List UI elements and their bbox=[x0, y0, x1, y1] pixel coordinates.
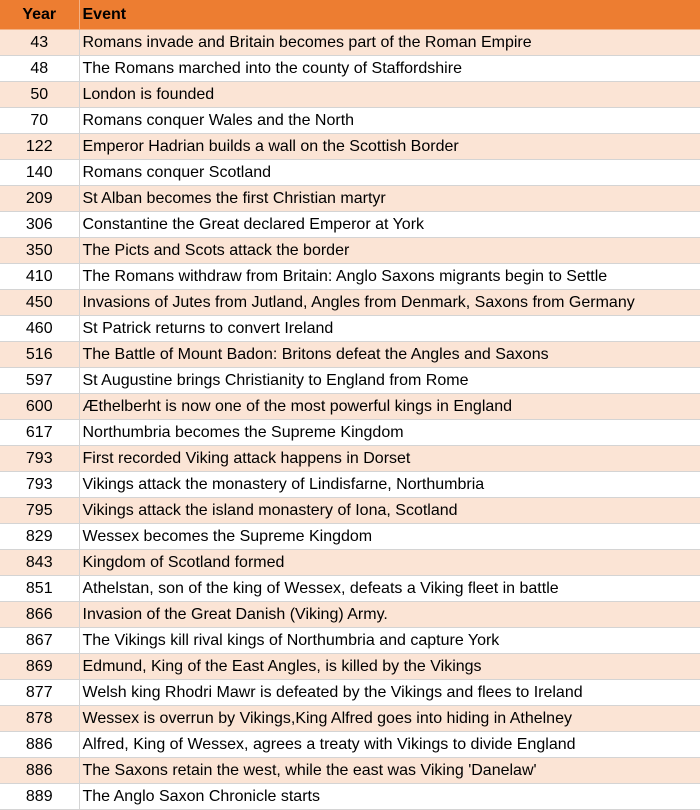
table-row bbox=[0, 498, 700, 524]
table-row bbox=[0, 56, 700, 82]
event-cell[interactable]: Emperor Hadrian builds a wall on the Scottish Border bbox=[79, 134, 700, 160]
year-cell[interactable]: 617 bbox=[0, 420, 79, 446]
table-row bbox=[0, 602, 700, 628]
year-cell[interactable]: 866 bbox=[0, 602, 79, 628]
table-row bbox=[0, 732, 700, 758]
table-body bbox=[0, 30, 700, 810]
year-cell[interactable]: 306 bbox=[0, 212, 79, 238]
table-row bbox=[0, 212, 700, 238]
event-cell[interactable]: Northumbria becomes the Supreme Kingdom bbox=[79, 420, 700, 446]
year-cell[interactable]: 410 bbox=[0, 264, 79, 290]
table-row bbox=[0, 550, 700, 576]
year-cell[interactable]: 889 bbox=[0, 784, 79, 810]
event-cell[interactable]: Wessex becomes the Supreme Kingdom bbox=[79, 524, 700, 550]
event-cell[interactable]: The Romans marched into the county of Staffordshire bbox=[79, 56, 700, 82]
table-row bbox=[0, 238, 700, 264]
table-row bbox=[0, 368, 700, 394]
table-row bbox=[0, 264, 700, 290]
event-cell[interactable]: The Vikings kill rival kings of Northumbria and capture York bbox=[79, 628, 700, 654]
event-cell[interactable]: The Anglo Saxon Chronicle starts bbox=[79, 784, 700, 810]
year-cell[interactable]: 793 bbox=[0, 446, 79, 472]
event-cell[interactable]: First recorded Viking attack happens in Dorset bbox=[79, 446, 700, 472]
year-cell[interactable]: 450 bbox=[0, 290, 79, 316]
header-row bbox=[0, 0, 700, 30]
table-row bbox=[0, 654, 700, 680]
event-cell[interactable]: The Battle of Mount Badon: Britons defeat the Angles and Saxons bbox=[79, 342, 700, 368]
event-cell[interactable]: St Augustine brings Christianity to England from Rome bbox=[79, 368, 700, 394]
year-cell[interactable]: 597 bbox=[0, 368, 79, 394]
year-cell[interactable]: 851 bbox=[0, 576, 79, 602]
year-cell[interactable]: 350 bbox=[0, 238, 79, 264]
event-cell[interactable]: Constantine the Great declared Emperor at York bbox=[79, 212, 700, 238]
event-cell[interactable]: St Alban becomes the first Christian martyr bbox=[79, 186, 700, 212]
year-cell[interactable]: 886 bbox=[0, 758, 79, 784]
event-cell[interactable]: Vikings attack the island monastery of Iona, Scotland bbox=[79, 498, 700, 524]
year-cell[interactable]: 886 bbox=[0, 732, 79, 758]
table-row bbox=[0, 186, 700, 212]
table-row bbox=[0, 446, 700, 472]
event-cell[interactable]: Romans invade and Britain becomes part of the Roman Empire bbox=[79, 30, 700, 56]
year-cell[interactable]: 869 bbox=[0, 654, 79, 680]
year-cell[interactable]: 516 bbox=[0, 342, 79, 368]
table-row bbox=[0, 342, 700, 368]
year-column-header[interactable]: Year bbox=[0, 0, 79, 30]
event-cell[interactable]: London is founded bbox=[79, 82, 700, 108]
table-row bbox=[0, 628, 700, 654]
event-cell[interactable]: Romans conquer Wales and the North bbox=[79, 108, 700, 134]
table-row bbox=[0, 576, 700, 602]
table-row bbox=[0, 316, 700, 342]
table-row bbox=[0, 30, 700, 56]
table-row bbox=[0, 758, 700, 784]
year-cell[interactable]: 460 bbox=[0, 316, 79, 342]
table-row bbox=[0, 420, 700, 446]
year-cell[interactable]: 70 bbox=[0, 108, 79, 134]
year-cell[interactable]: 48 bbox=[0, 56, 79, 82]
year-cell[interactable]: 122 bbox=[0, 134, 79, 160]
year-cell[interactable]: 140 bbox=[0, 160, 79, 186]
table-row bbox=[0, 706, 700, 732]
year-cell[interactable]: 43 bbox=[0, 30, 79, 56]
event-cell[interactable]: Kingdom of Scotland formed bbox=[79, 550, 700, 576]
year-cell[interactable]: 50 bbox=[0, 82, 79, 108]
year-cell[interactable]: 878 bbox=[0, 706, 79, 732]
event-cell[interactable]: Alfred, King of Wessex, agrees a treaty with Vikings to divide England bbox=[79, 732, 700, 758]
year-cell[interactable]: 793 bbox=[0, 472, 79, 498]
event-cell[interactable]: Athelstan, son of the king of Wessex, defeats a Viking fleet in battle bbox=[79, 576, 700, 602]
table-row bbox=[0, 134, 700, 160]
table-row bbox=[0, 472, 700, 498]
year-cell[interactable]: 795 bbox=[0, 498, 79, 524]
year-cell[interactable]: 877 bbox=[0, 680, 79, 706]
event-cell[interactable]: Welsh king Rhodri Mawr is defeated by the Vikings and flees to Ireland bbox=[79, 680, 700, 706]
event-cell[interactable]: Invasion of the Great Danish (Viking) Army. bbox=[79, 602, 700, 628]
event-cell[interactable]: The Saxons retain the west, while the east was Viking 'Danelaw' bbox=[79, 758, 700, 784]
event-cell[interactable]: Invasions of Jutes from Jutland, Angles from Denmark, Saxons from Germany bbox=[79, 290, 700, 316]
table-row bbox=[0, 524, 700, 550]
table-row bbox=[0, 290, 700, 316]
event-cell[interactable]: Romans conquer Scotland bbox=[79, 160, 700, 186]
table-row bbox=[0, 160, 700, 186]
table-row bbox=[0, 784, 700, 810]
year-cell[interactable]: 209 bbox=[0, 186, 79, 212]
event-cell[interactable]: St Patrick returns to convert Ireland bbox=[79, 316, 700, 342]
year-cell[interactable]: 867 bbox=[0, 628, 79, 654]
year-cell[interactable]: 829 bbox=[0, 524, 79, 550]
table-row bbox=[0, 394, 700, 420]
event-cell[interactable]: The Picts and Scots attack the border bbox=[79, 238, 700, 264]
table-row bbox=[0, 82, 700, 108]
year-cell[interactable]: 600 bbox=[0, 394, 79, 420]
table-row bbox=[0, 680, 700, 706]
event-cell[interactable]: Wessex is overrun by Vikings,King Alfred goes into hiding in Athelney bbox=[79, 706, 700, 732]
event-cell[interactable]: Edmund, King of the East Angles, is killed by the Vikings bbox=[79, 654, 700, 680]
year-cell[interactable]: 843 bbox=[0, 550, 79, 576]
event-cell[interactable]: Vikings attack the monastery of Lindisfarne, Northumbria bbox=[79, 472, 700, 498]
table-row bbox=[0, 108, 700, 134]
event-column-header[interactable]: Event bbox=[79, 0, 700, 30]
event-cell[interactable]: The Romans withdraw from Britain: Anglo Saxons migrants begin to Settle bbox=[79, 264, 700, 290]
event-cell[interactable]: Æthelberht is now one of the most powerful kings in England bbox=[79, 394, 700, 420]
